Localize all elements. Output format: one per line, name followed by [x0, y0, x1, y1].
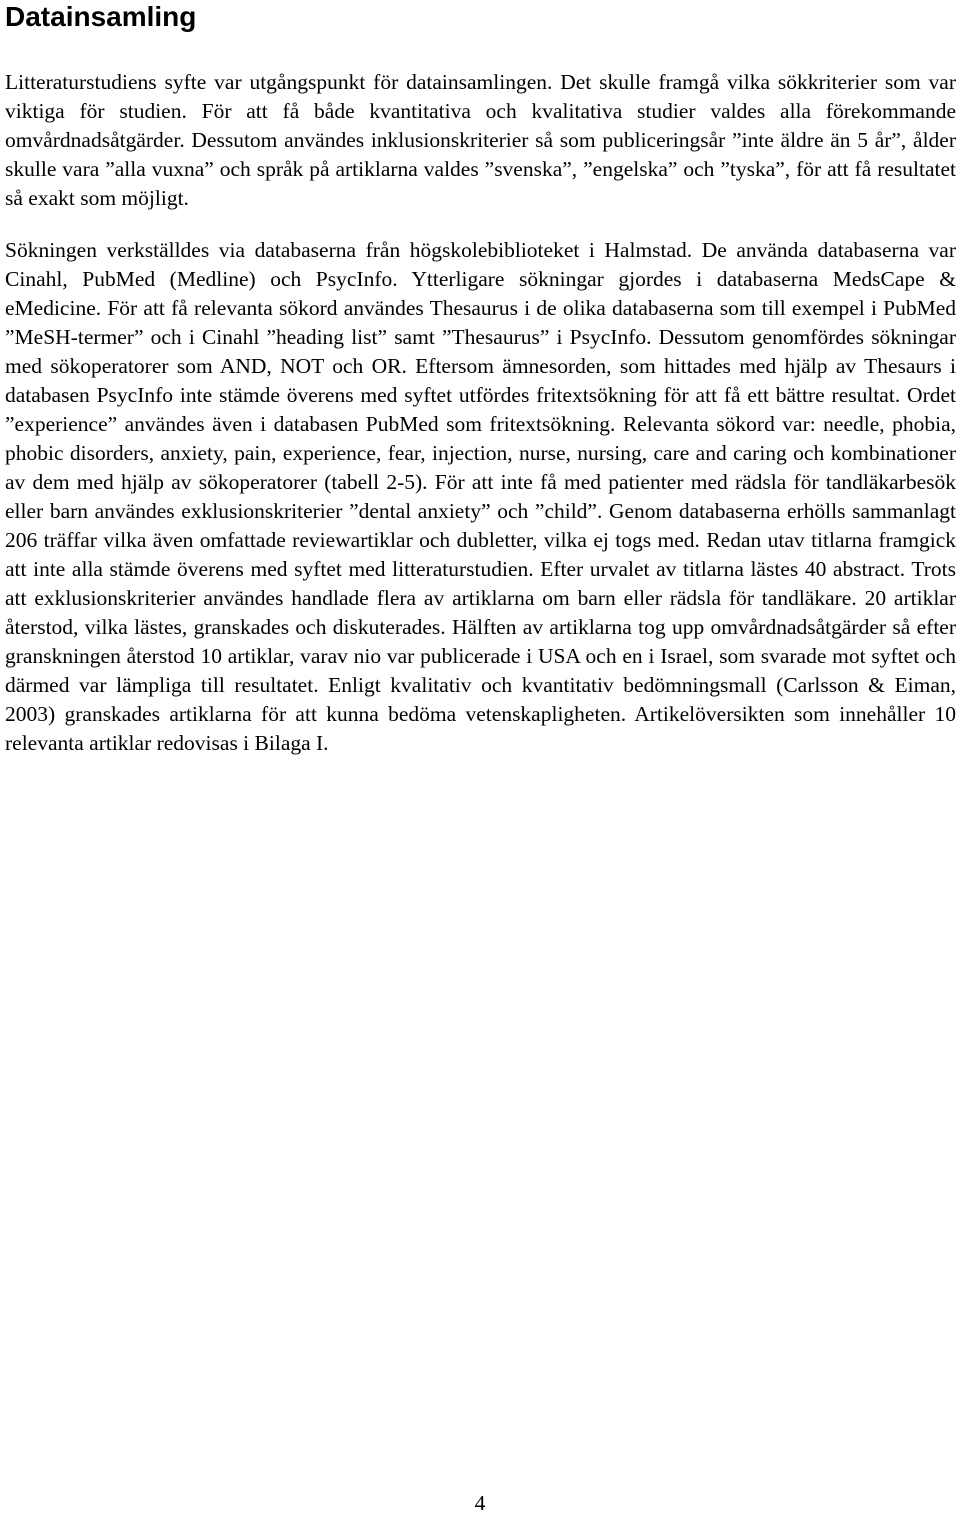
page-number: 4 — [474, 1491, 486, 1515]
document-page — [5, 0, 956, 758]
section-heading: Datainsamling — [5, 1, 197, 32]
paragraph-search: Sökningen verkställdes via databaserna från högskolebiblioteket i Halmstad. De använda databaserna var Cinahl, PubMed (Medline) och PsycInfo. Ytterligare sökningar gjordes i databaserna MedsCape & eMedicine. För att få relevanta sökord användes Thesaurus i de olika databaserna som till exempel i PubMed ”MeSH-termer” och i Cinahl ”heading list” samt ”Thesaurus” i PsycInfo. Dessutom genomfördes sökningar med sökoperatorer som AND, NOT och OR. Eftersom ämnesorden, som hittades med hjälp av Thesaurs i databasen PsycInfo inte stämde överens med syftet utfördes fritextsökning för att få ett bättre resultat. Ordet ”experience” användes även i databasen PubMed som fritextsökning. Relevanta sökord var: needle, phobia, phobic disorders, anxiety, pain, experience, fear, injection, nurse, nursing, care and caring och kombinationer av dem med hjälp av sökoperatorer (tabell 2-5). För att inte få med patienter med rädsla för tandläkarbesök eller barn användes exklusionskriterier ”dental anxiety” och ”child”. Genom databaserna erhölls sammanlagt 206 träffar vilka även omfattade reviewartiklar och dubletter, vilka ej togs med. Redan utav titlarna framgick att inte alla stämde överens med syftet med litteraturstudien. Efter urvalet av titlarna lästes 40 abstract. Trots att exklusionskriterier användes handlade flera av artiklarna om barn eller rädsla för tandläkare. 20 artiklar återstod, vilka lästes, granskades och diskuterades. Hälften av artiklarna tog upp omvårdnadsåtgärder så efter granskningen återstod 10 artiklar, varav nio var publicerade i USA och en i Israel, som svarade mot syftet och därmed var lämpliga till resultatet. Enligt kvalitativ och kvantitativ bedömningsmall (Carlsson & Eiman, 2003) granskades artiklarna för att kunna bedöma vetenskapligheten. Artikelöversikten som innehåller 10 relevanta artiklar redovisas i Bilaga I. — [5, 238, 956, 755]
paragraph-purpose: Litteraturstudiens syfte var utgångspunkt för datainsamlingen. Det skulle framgå vilka sökkriterier som var viktiga för studien. För att få både kvantitativa och kvalitativa studier valdes alla förekommande omvårdnadsåtgärder. Dessutom användes inklusionskriterier så som publiceringsår ”inte äldre än 5 år”, ålder skulle vara ”alla vuxna” och språk på artiklarna valdes ”svenska”, ”engelska” och ”tyska”, för att få resultatet så exakt som möjligt. — [5, 70, 956, 210]
